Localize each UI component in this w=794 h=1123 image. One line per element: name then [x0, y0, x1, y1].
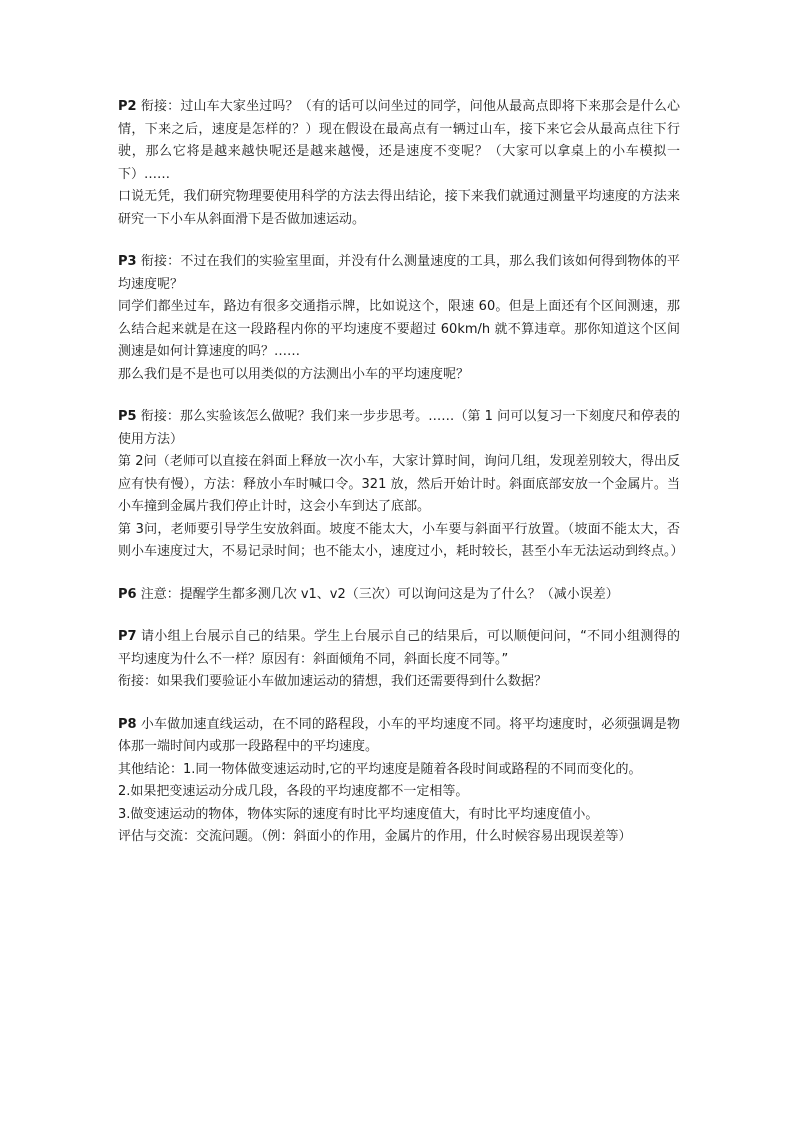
- paragraph: [118, 781, 680, 804]
- slide-label: P6: [118, 586, 137, 602]
- section-p6: [118, 584, 680, 607]
- document-page: [118, 96, 684, 869]
- slide-label: P2: [118, 99, 137, 114]
- paragraph-text: 请小组上台展示自己的结果。学生上台展示自己的结果后，可以顺便问问，“不同小组测得的平均速度为什么不一样？原因有：斜面倾角不同，斜面长度不同等。”: [118, 629, 680, 667]
- paragraph: [118, 451, 680, 519]
- paragraph: [118, 804, 680, 827]
- paragraph-text: 注意：提醒学生都多测几次 v1、v2（三次）可以询问这是为了什么？（减小误差）: [136, 586, 619, 602]
- section-p3: [118, 251, 680, 386]
- paragraph: [118, 759, 680, 782]
- paragraph: [118, 584, 680, 607]
- paragraph-text: 3.做变速运动的物体，物体实际的速度有时比平均速度值大，有时比平均速度值小。: [118, 806, 599, 822]
- paragraph-text: 2.如果把变速运动分成几段，各段的平均速度都不一定相等。: [118, 784, 469, 799]
- paragraph-text: 衔接：过山车大家坐过吗？（有的话可以问坐过的同学，问他从最高点即将下来那会是什么心情，下来之后，速度是怎样的？）现在假设在最高点有一辆过山车，接下来它会从最高点往下行驶，那么它将是越来越快呢还是越来越慢，还是速度不变呢？（大家可以拿桌上的小车模拟一下）……: [118, 99, 680, 182]
- paragraph: [118, 519, 684, 564]
- section-p7: [118, 626, 680, 694]
- paragraph-text: 小车做加速直线运动，在不同的路程段，小车的平均速度不同。将平均速度时，必须强调是物体那一端时间内或那一段路程中的平均速度。: [118, 716, 680, 754]
- paragraph: [118, 296, 680, 364]
- paragraph: [118, 364, 680, 387]
- paragraph-text: 衔接：如果我们要验证小车做加速运动的猜想，我们还需要得到什么数据？: [118, 674, 548, 689]
- paragraph: [118, 671, 680, 694]
- slide-label: P8: [118, 716, 137, 732]
- paragraph-text: 同学们都坐过车，路边有很多交通指示牌，比如说这个，限速 60。但是上面还有个区间测速，那么结合起来就是在这一段路程内你的平均速度不要超过 60km/h 就不算违章。那你知道这个区间测速是如何计算速度的吗？……: [118, 299, 680, 359]
- section-p8: [118, 714, 680, 849]
- paragraph-text: 衔接：不过在我们的实验室里面，并没有什么测量速度的工具，那么我们该如何得到物体的平均速度呢？: [118, 254, 680, 292]
- paragraph-text: 第 2问（老师可以直接在斜面上释放一次小车，大家计算时间，询问几组，发现差别较大，得出反应有快有慢），方法：释放小车时喊口令。321 放，然后开始计时。斜面底部安放一个金属片。当小车撞到金属片我们停止计时，这会小车到达了底部。: [118, 454, 680, 514]
- paragraph-text: 那么我们是不是也可以用类似的方法测出小车的平均速度呢？: [118, 366, 470, 382]
- paragraph-text: 评估与交流：交流问题。（例：斜面小的作用，金属片的作用，什么时候容易出现误差等）: [118, 829, 632, 844]
- paragraph-text: 第 3问，老师要引导学生安放斜面。坡度不能太大，小车要与斜面平行放置。（坡面不能太大，否则小车速度过大，不易记录时间；也不能太小，速度过小，耗时较长，甚至小车无法运动到终点。）: [118, 521, 684, 559]
- paragraph-text: 口说无凭，我们研究物理要使用科学的方法去得出结论，接下来我们就通过测量平均速度的方法来研究一下小车从斜面滑下是否做加速运动。: [118, 189, 680, 227]
- paragraph: [118, 96, 680, 186]
- paragraph: [118, 714, 680, 759]
- slide-label: P7: [118, 629, 137, 644]
- slide-label: P3: [118, 254, 137, 269]
- section-p5: [118, 406, 684, 564]
- paragraph: [118, 406, 680, 451]
- paragraph: [118, 251, 680, 296]
- paragraph: [118, 186, 680, 231]
- paragraph-text: 衔接：那么实验该怎么做呢？我们来一步步思考。……（第 1 问可以复习一下刻度尺和停表的使用方法）: [118, 409, 680, 447]
- paragraph-text: 其他结论：1.同一物体做变速运动时,它的平均速度是随着各段时间或路程的不同而变化的。: [118, 761, 642, 777]
- section-p2: [118, 96, 680, 231]
- slide-label: P5: [118, 409, 137, 424]
- paragraph: [118, 826, 680, 849]
- paragraph: [118, 626, 680, 671]
